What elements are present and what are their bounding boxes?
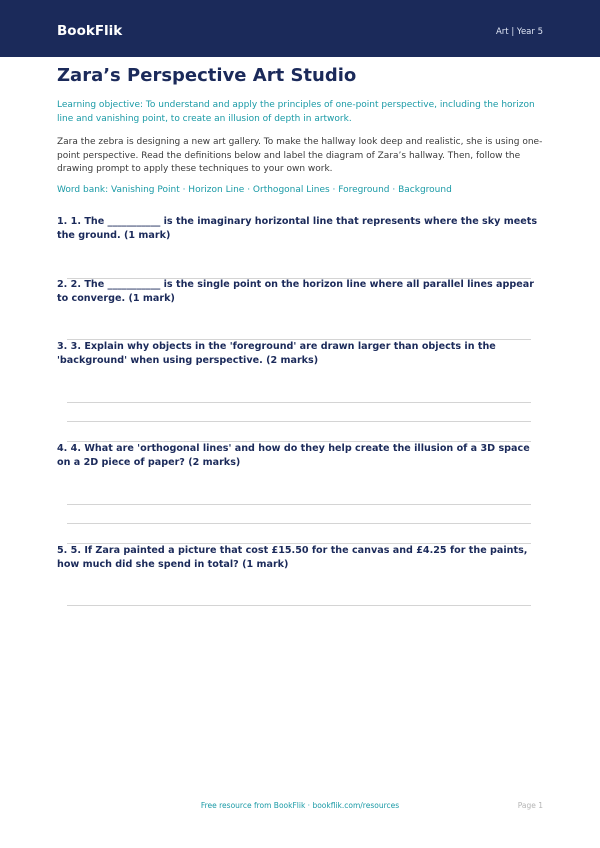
answer-line[interactable] [67, 402, 531, 403]
answer-line[interactable] [67, 523, 531, 524]
intro-text: Zara the zebra is designing a new art gallery. To make the hallway look deep and realistic, she is using one-point perspective. Read the definitions below and label the diagram of Zara’s hallway. Then, follow the drawing prompt to apply these techniques to your own work. [57, 137, 543, 175]
question-3: 3. 3. Explain why objects in the 'foreground' are drawn larger than objects in the 'background' when using perspective. (2 marks) [57, 341, 496, 366]
answer-line[interactable] [67, 421, 531, 422]
page-number: Page 1 [517, 801, 543, 810]
page-header [0, 0, 600, 57]
answer-line[interactable] [67, 504, 531, 505]
question-1: 1. 1. The ___________ is the imaginary horizontal line that represents where the sky meets the ground. (1 mark) [57, 216, 538, 241]
footer-resource-link[interactable]: Free resource from BookFlik · bookflik.com/resources [200, 801, 400, 810]
word-bank: Word bank: Vanishing Point · Horizon Line · Orthogonal Lines · Foreground · Background [57, 185, 452, 195]
question-5: 5. 5. If Zara painted a picture that cost £15.50 for the canvas and £4.25 for the paints, how much did she spend in total? (1 mark) [57, 545, 528, 570]
subject-year-label: Art | Year 5 [495, 27, 543, 37]
learning-objective: Learning objective: To understand and apply the principles of one-point perspective, including the horizon line and vanishing point, to create an illusion of depth in artwork. [57, 100, 535, 124]
worksheet-title: Zara’s Perspective Art Studio [57, 65, 357, 86]
question-2: 2. 2. The ___________ is the single point on the horizon line where all parallel lines appear to converge. (1 mark) [57, 279, 534, 304]
brand-logo-text: BookFlik [57, 23, 123, 39]
question-4: 4. 4. What are 'orthogonal lines' and how do they help create the illusion of a 3D space on a 2D piece of paper? (2 marks) [57, 443, 530, 468]
answer-line[interactable] [67, 605, 531, 606]
